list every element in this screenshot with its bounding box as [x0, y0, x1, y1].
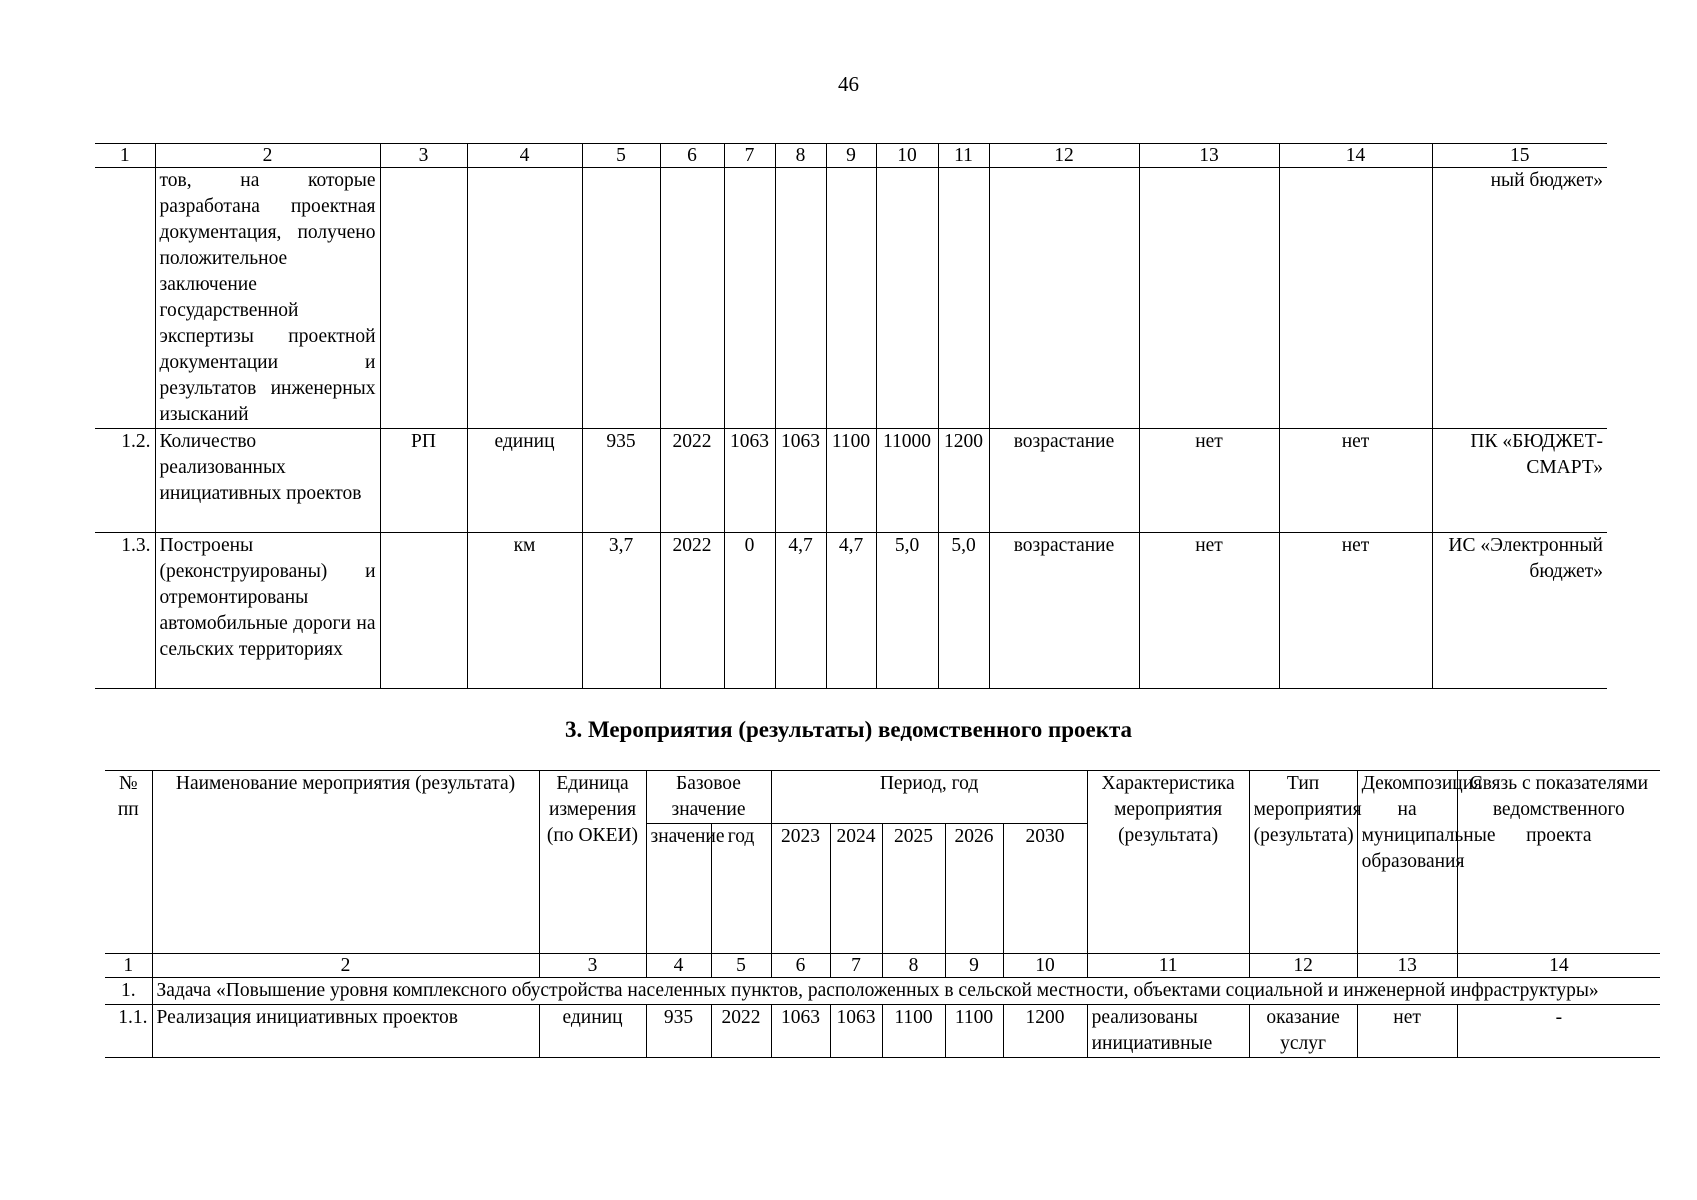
header-unit: Единица измерения (по ОКЕИ)	[539, 771, 646, 954]
header-type: Тип мероприятия (результата)	[1249, 771, 1357, 954]
column-number: 1	[105, 954, 152, 978]
value-cell: 11000	[876, 429, 938, 533]
trend: возрастание	[989, 429, 1139, 533]
indicator-unit: единиц	[467, 429, 582, 533]
header-base-year: год	[711, 824, 771, 954]
base-value: 3,7	[582, 533, 660, 689]
row-number: 1.3.	[95, 533, 155, 689]
year-value: 1063	[771, 1005, 830, 1058]
column-number: 5	[711, 954, 771, 978]
page-number: 46	[838, 72, 859, 96]
header-base: Базовое значение	[646, 771, 771, 824]
column-number: 10	[1003, 954, 1087, 978]
value-cell: 0	[724, 533, 775, 689]
header-link: Связь с показателями ведомственного проекта	[1457, 771, 1660, 954]
header-year: 2026	[945, 824, 1003, 954]
column-number: 14	[1457, 954, 1660, 978]
cell-13: нет	[1139, 533, 1279, 689]
value-cell: 5,0	[876, 533, 938, 689]
header-year: 2030	[1003, 824, 1087, 954]
column-number: 13	[1357, 954, 1457, 978]
column-number: 10	[876, 144, 938, 168]
indicator-level: РП	[380, 429, 467, 533]
cell-14: нет	[1279, 533, 1432, 689]
table-row	[95, 429, 1607, 533]
header-row	[105, 771, 1660, 824]
base-year: 2022	[711, 1005, 771, 1058]
task-text: Задача «Повышение уровня комплексного обустройства населенных пунктов, расположенных в сельской местности, объектами социальной и инженерной инфраструктуры»	[152, 978, 1660, 1005]
row-number: 1.	[105, 978, 152, 1005]
indicator-source: ный бюджет»	[1432, 168, 1607, 429]
indicator-unit: км	[467, 533, 582, 689]
column-number: 9	[826, 144, 876, 168]
column-number: 15	[1432, 144, 1607, 168]
header-year: 2025	[882, 824, 945, 954]
indicator-source: ПК «БЮДЖЕТ-СМАРТ»	[1432, 429, 1607, 533]
measure-unit: единиц	[539, 1005, 646, 1058]
header-name: Наименование мероприятия (результата)	[152, 771, 539, 954]
column-number: 7	[830, 954, 882, 978]
table-row	[105, 1005, 1660, 1058]
indicator-level	[380, 533, 467, 689]
measure-type: оказание услуг	[1249, 1005, 1357, 1058]
column-number: 6	[771, 954, 830, 978]
column-number: 11	[1087, 954, 1249, 978]
column-number: 12	[1249, 954, 1357, 978]
value-cell: 4,7	[826, 533, 876, 689]
measure-link: -	[1457, 1005, 1660, 1058]
table-row	[95, 168, 1607, 429]
indicator-source: ИС «Электронный бюджет»	[1432, 533, 1607, 689]
value-cell: 5,0	[938, 533, 989, 689]
measure-characteristic: реализованы инициативные	[1087, 1005, 1249, 1058]
column-number: 14	[1279, 144, 1432, 168]
year-value: 1063	[830, 1005, 882, 1058]
trend: возрастание	[989, 533, 1139, 689]
column-number: 5	[582, 144, 660, 168]
column-number: 9	[945, 954, 1003, 978]
header-year: 2024	[830, 824, 882, 954]
measure-name: Реализация инициативных проектов	[152, 1005, 539, 1058]
base-year: 2022	[660, 533, 724, 689]
column-number: 3	[539, 954, 646, 978]
base-value: 935	[646, 1005, 711, 1058]
header-decomposition: Декомпозиция на муниципальные образования	[1357, 771, 1457, 954]
column-number: 12	[989, 144, 1139, 168]
column-number: 2	[155, 144, 380, 168]
header-base-value: значение	[646, 824, 711, 954]
value-cell: 1063	[724, 429, 775, 533]
value-cell: 1100	[826, 429, 876, 533]
header-period: Период, год	[771, 771, 1087, 824]
column-number: 11	[938, 144, 989, 168]
year-value: 1100	[945, 1005, 1003, 1058]
column-number: 3	[380, 144, 467, 168]
value-cell: 1063	[775, 429, 826, 533]
column-numbers-row	[105, 954, 1660, 978]
column-number: 7	[724, 144, 775, 168]
header-year: 2023	[771, 824, 830, 954]
cell-14: нет	[1279, 429, 1432, 533]
year-value: 1200	[1003, 1005, 1087, 1058]
base-year: 2022	[660, 429, 724, 533]
indicator-name: Количество реализованных инициативных проектов	[155, 429, 380, 533]
column-number: 4	[646, 954, 711, 978]
measures-table	[105, 770, 1660, 1058]
row-number: 1.1.	[105, 1005, 152, 1058]
row-number: 1.2.	[95, 429, 155, 533]
column-number: 13	[1139, 144, 1279, 168]
year-value: 1100	[882, 1005, 945, 1058]
section-title: 3. Мероприятия (результаты) ведомственного проекта	[564, 717, 1133, 742]
column-numbers-row	[95, 144, 1607, 168]
column-number: 4	[467, 144, 582, 168]
value-cell: 1200	[938, 429, 989, 533]
header-num: № пп	[105, 771, 152, 954]
measure-decomposition: нет	[1357, 1005, 1457, 1058]
column-number: 6	[660, 144, 724, 168]
indicator-name: тов, на которые разработана проектная документация, получено положительное заключение государственной экспертизы проектной документации и результатов инженерных изысканий	[155, 168, 380, 429]
column-number: 8	[882, 954, 945, 978]
cell-13: нет	[1139, 429, 1279, 533]
indicators-table	[95, 143, 1607, 689]
column-number: 2	[152, 954, 539, 978]
value-cell: 4,7	[775, 533, 826, 689]
header-characteristic: Характеристика мероприятия (результата)	[1087, 771, 1249, 954]
table-row	[95, 533, 1607, 689]
base-value: 935	[582, 429, 660, 533]
column-number: 8	[775, 144, 826, 168]
indicator-name: Построены (реконструированы) и отремонтированы автомобильные дороги на сельских территориях	[155, 533, 380, 689]
task-row	[105, 978, 1660, 1005]
column-number: 1	[95, 144, 155, 168]
